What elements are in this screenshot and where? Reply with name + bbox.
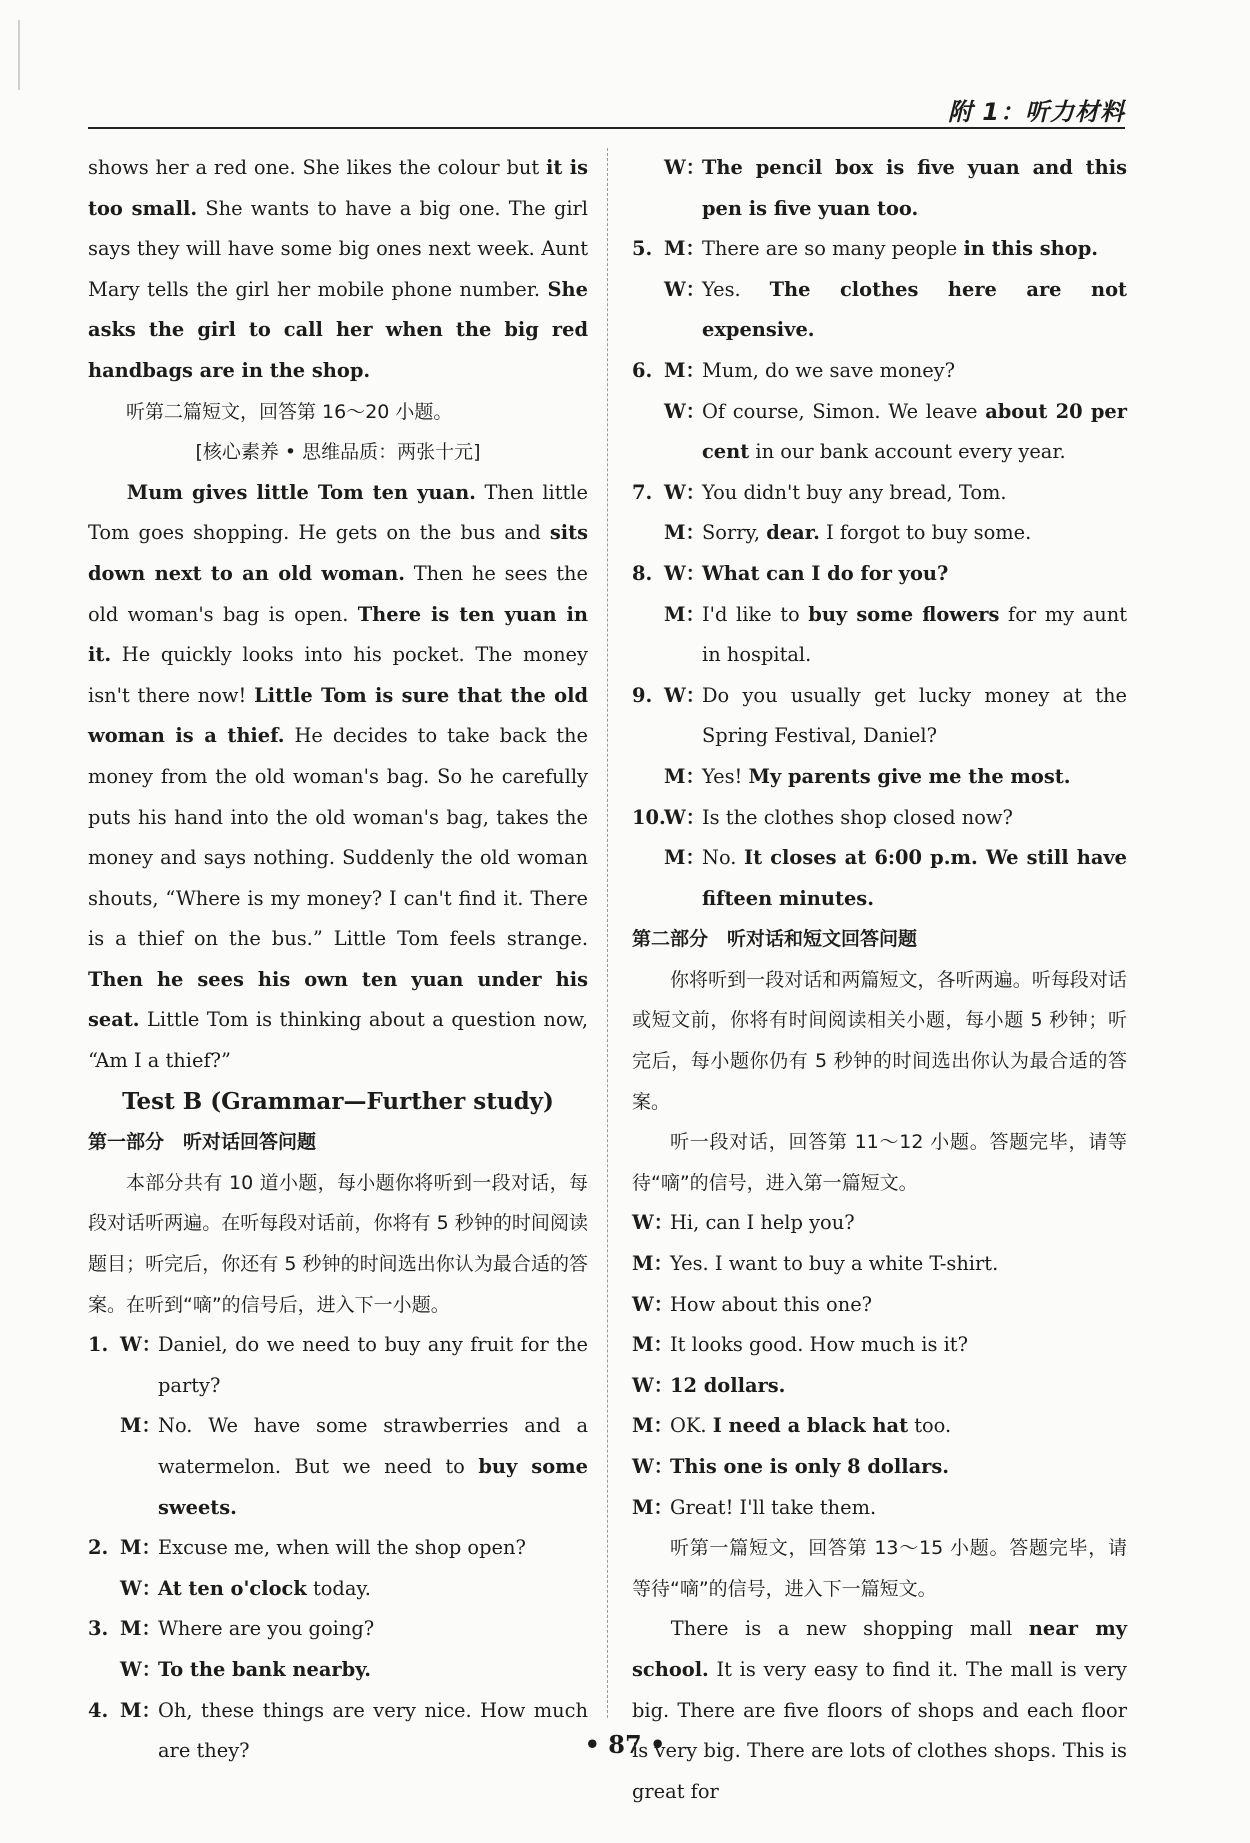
- speaker-label: W：: [632, 1211, 674, 1235]
- dialogue-line: You didn't buy any bread, Tom.: [702, 480, 1007, 504]
- emphasis-text: near my school.: [632, 1617, 1127, 1681]
- dialogue-line: Yes. The clothes here are not expensive.: [702, 277, 1127, 342]
- question-8: [632, 554, 1127, 676]
- shopping-dialogue: [632, 1203, 1127, 1528]
- right-column: [632, 148, 1127, 1812]
- speaker-label: W：: [664, 156, 706, 179]
- paragraph-ten-yuan-story: Mum gives little Tom ten yuan. Then little Tom goes shopping. He gets on the bus and sits down next to an old woman. Then he sees the old woman's bag is open. There is ten yuan in it. He quickly looks into his pocket. The money isn't there now! Little Tom is sure that the old woman is a thief. He decides to take back the money from the old woman's bag. So he carefully puts his hand into the old woman's bag, takes the money and says nothing. Suddenly the old woman shouts, “Where is my money? I can't find it. There is a thief on the bus.” Little Tom feels strange. Then he sees his own ten yuan under his seat. Little Tom is thinking about a question now, “Am I a thief?”: [88, 480, 589, 1073]
- dialogue-line: [702, 148, 1127, 229]
- dialogue-line: OK. I need a black hat too.: [670, 1414, 952, 1438]
- question-3: [88, 1609, 588, 1690]
- speaker-label: W：: [120, 1576, 162, 1600]
- dialogue-line: [702, 554, 1127, 595]
- speaker-label: M：: [632, 1414, 673, 1438]
- question-number: 4.: [88, 1698, 109, 1722]
- question-number: 8.: [632, 561, 653, 585]
- part2-heading: 第二部分 听对话和短文回答问题: [632, 928, 918, 951]
- speaker-label: W：: [120, 1657, 162, 1681]
- dialogue-line: Mum, do we save money?: [702, 358, 956, 382]
- emphasis-text: sits down next to an old woman.: [88, 521, 588, 585]
- speaker-label: M：: [664, 602, 705, 626]
- dialogue-line: Yes! My parents give me the most.: [702, 764, 1071, 788]
- emphasis-text: I need a black hat: [712, 1414, 909, 1438]
- dialogue-line: Hi, can I help you?: [670, 1211, 855, 1235]
- dialogue-line: Oh, these things are very nice. How much are they?: [158, 1698, 588, 1763]
- speaker-label: W：: [632, 1373, 674, 1397]
- emphasis-text: It closes at 6:00 p.m. We still have fifteen minutes.: [702, 846, 1127, 910]
- paragraph-handbag-end: shows her a red one. She likes the colour but it is too small. She wants to have a big one. The girl says they will have some big ones next week. Aunt Mary tells the girl her mobile phone number. She asks the girl to call her when the big red handbags are in the shop.: [88, 156, 589, 382]
- page-edge-mark: [18, 20, 20, 90]
- speaker-label: W：: [664, 480, 706, 504]
- dialogue-line: Where are you going?: [158, 1617, 375, 1641]
- part2-intro: 你将听到一段对话和两篇短文，各听两遍。听每段对话或短文前，你将有时间阅读相关小题，每小题 5 秒钟；听完后，每小题你仍有 5 秒钟的时间选出你认为最合适的答案。: [632, 968, 1127, 1113]
- column-divider: [607, 148, 608, 1718]
- instruction-dialogue: 听一段对话，回答第 11～12 小题。答题完毕，请等待“嘀”的信号，进入第一篇短文。: [632, 1131, 1127, 1194]
- speaker-label: W：: [120, 1333, 162, 1357]
- dialogue-line: It looks good. How much is it?: [670, 1333, 968, 1357]
- dialogue-line: At ten o'clock today.: [158, 1576, 371, 1600]
- emphasis-text: buy some sweets.: [158, 1455, 588, 1519]
- header-title: 附 1：听力材料: [947, 98, 1125, 126]
- part1-intro: 本部分共有 10 道小题，每小题你将听到一段对话，每段对话听两遍。在听每段对话前，你将有 5 秒钟的时间阅读题目；听完后，你还有 5 秒钟的时间选出你认为最合适的答案。在听到“嘀”的信号后，进入下一小题。: [88, 1171, 588, 1316]
- emphasis-text: What can I do for you?: [702, 561, 949, 585]
- speaker-label: M：: [664, 521, 705, 545]
- emphasis-text: My parents give me the most.: [748, 764, 1071, 788]
- question-number: 7.: [632, 480, 653, 504]
- speaker-label: M：: [664, 764, 705, 788]
- speaker-label: W：: [664, 805, 706, 829]
- question-4-answer: [632, 148, 1127, 229]
- dialogue-line: Of course, Simon. We leave about 20 per cent in our bank account every year.: [702, 399, 1127, 464]
- emphasis-text: in this shop.: [963, 237, 1098, 261]
- speaker-label: M：: [120, 1536, 161, 1560]
- page-header: [88, 90, 1125, 126]
- speaker-label: W：: [664, 277, 706, 301]
- emphasis-text: Then he sees his own ten yuan under his seat.: [88, 967, 588, 1032]
- question-5: [632, 229, 1127, 351]
- emphasis-text: This one is only 8 dollars.: [670, 1455, 950, 1478]
- speaker-label: M：: [120, 1414, 161, 1438]
- speaker-label: W：: [632, 1455, 674, 1478]
- page-number: • 87 •: [584, 1730, 666, 1759]
- emphasis-text: To the bank nearby.: [158, 1657, 372, 1681]
- speaker-label: M：: [664, 237, 705, 261]
- dialogue-line: No. It closes at 6:00 p.m. We still have fifteen minutes.: [702, 846, 1127, 910]
- instruction-part2-passage2: 听第二篇短文，回答第 16～20 小题。: [126, 400, 453, 423]
- question-number: 10.: [632, 805, 666, 829]
- speaker-label: M：: [120, 1698, 161, 1722]
- question-7: [632, 473, 1127, 554]
- dialogue-line: Do you usually get lucky money at the Spring Festival, Daniel?: [702, 683, 1127, 748]
- speaker-label: M：: [632, 1495, 673, 1519]
- dialogue-line: [670, 1447, 1127, 1488]
- instruction-passage1: 听第一篇短文，回答第 13～15 小题。答题完毕，请等待“嘀”的信号，进入下一篇短文。: [632, 1537, 1127, 1600]
- dialogue-line: Daniel, do we need to buy any fruit for the party?: [158, 1333, 588, 1397]
- emphasis-text: buy some flowers: [808, 602, 1000, 626]
- question-number: 9.: [632, 683, 653, 707]
- emphasis-text: There is ten yuan in it.: [88, 602, 588, 667]
- question-9: [632, 676, 1127, 798]
- speaker-label: W：: [664, 683, 706, 707]
- dialogue-line: Yes. I want to buy a white T-shirt.: [670, 1252, 999, 1276]
- emphasis-text: about 20 per cent: [702, 399, 1127, 464]
- speaker-label: M：: [120, 1617, 161, 1641]
- speaker-label: M：: [632, 1333, 673, 1357]
- speaker-label: M：: [664, 358, 705, 382]
- emphasis-text: At ten o'clock: [158, 1576, 307, 1600]
- question-10: [632, 798, 1127, 920]
- part1-heading: 第一部分 听对话回答问题: [88, 1131, 317, 1154]
- core-literacy-tag: [核心素养 • 思维品质：两张十元]: [195, 441, 481, 464]
- question-number: 2.: [88, 1536, 109, 1560]
- header-rule: [88, 127, 1125, 129]
- dialogue-line: There are so many people in this shop.: [702, 237, 1098, 261]
- speaker-label: M：: [632, 1252, 673, 1276]
- dialogue-line: Sorry, dear. I forgot to buy some.: [702, 521, 1032, 545]
- dialogue-line: [158, 1650, 588, 1691]
- emphasis-text: Little Tom is sure that the old woman is a thief.: [88, 683, 589, 748]
- emphasis-text: The pencil box is five yuan and this pen is five yuan too.: [702, 156, 1127, 220]
- question-number: 5.: [632, 237, 653, 261]
- dialogue-line: I'd like to buy some flowers for my aunt in hospital.: [702, 602, 1127, 667]
- left-column: [88, 148, 588, 1772]
- paragraph-shopping-mall: There is a new shopping mall near my school. It is very easy to find it. The mall is very big. There are five floors of shops and each floor is very big. There are lots of clothes shops. This is great for: [632, 1617, 1127, 1803]
- dialogue-line: Great! I'll take them.: [670, 1495, 877, 1519]
- question-2: [88, 1528, 588, 1609]
- emphasis-text: Mum gives little Tom ten yuan.: [126, 480, 476, 504]
- speaker-label: W：: [632, 1292, 674, 1316]
- dialogue-line: Excuse me, when will the shop open?: [158, 1536, 526, 1560]
- dialogue-line: Is the clothes shop closed now?: [702, 805, 1013, 829]
- question-number: 6.: [632, 358, 653, 382]
- speaker-label: W：: [664, 399, 706, 423]
- emphasis-text: 12 dollars.: [670, 1373, 786, 1397]
- emphasis-text: dear.: [766, 521, 820, 545]
- emphasis-text: it is too small.: [88, 156, 589, 220]
- question-number: 1.: [88, 1333, 109, 1357]
- question-number: 3.: [88, 1617, 109, 1641]
- speaker-label: M：: [664, 846, 705, 870]
- dialogue-line: No. We have some strawberries and a watermelon. But we need to buy some sweets.: [158, 1414, 588, 1519]
- dialogue-line: How about this one?: [670, 1292, 873, 1316]
- dialogue-line: [670, 1366, 1127, 1407]
- emphasis-text: The clothes here are not expensive.: [702, 277, 1127, 342]
- test-b-title: Test B (Grammar—Further study): [122, 1087, 554, 1115]
- speaker-label: W：: [664, 561, 706, 585]
- question-6: [632, 351, 1127, 473]
- question-1: [88, 1325, 588, 1528]
- emphasis-text: She asks the girl to call her when the big red handbags are in the shop.: [88, 277, 588, 382]
